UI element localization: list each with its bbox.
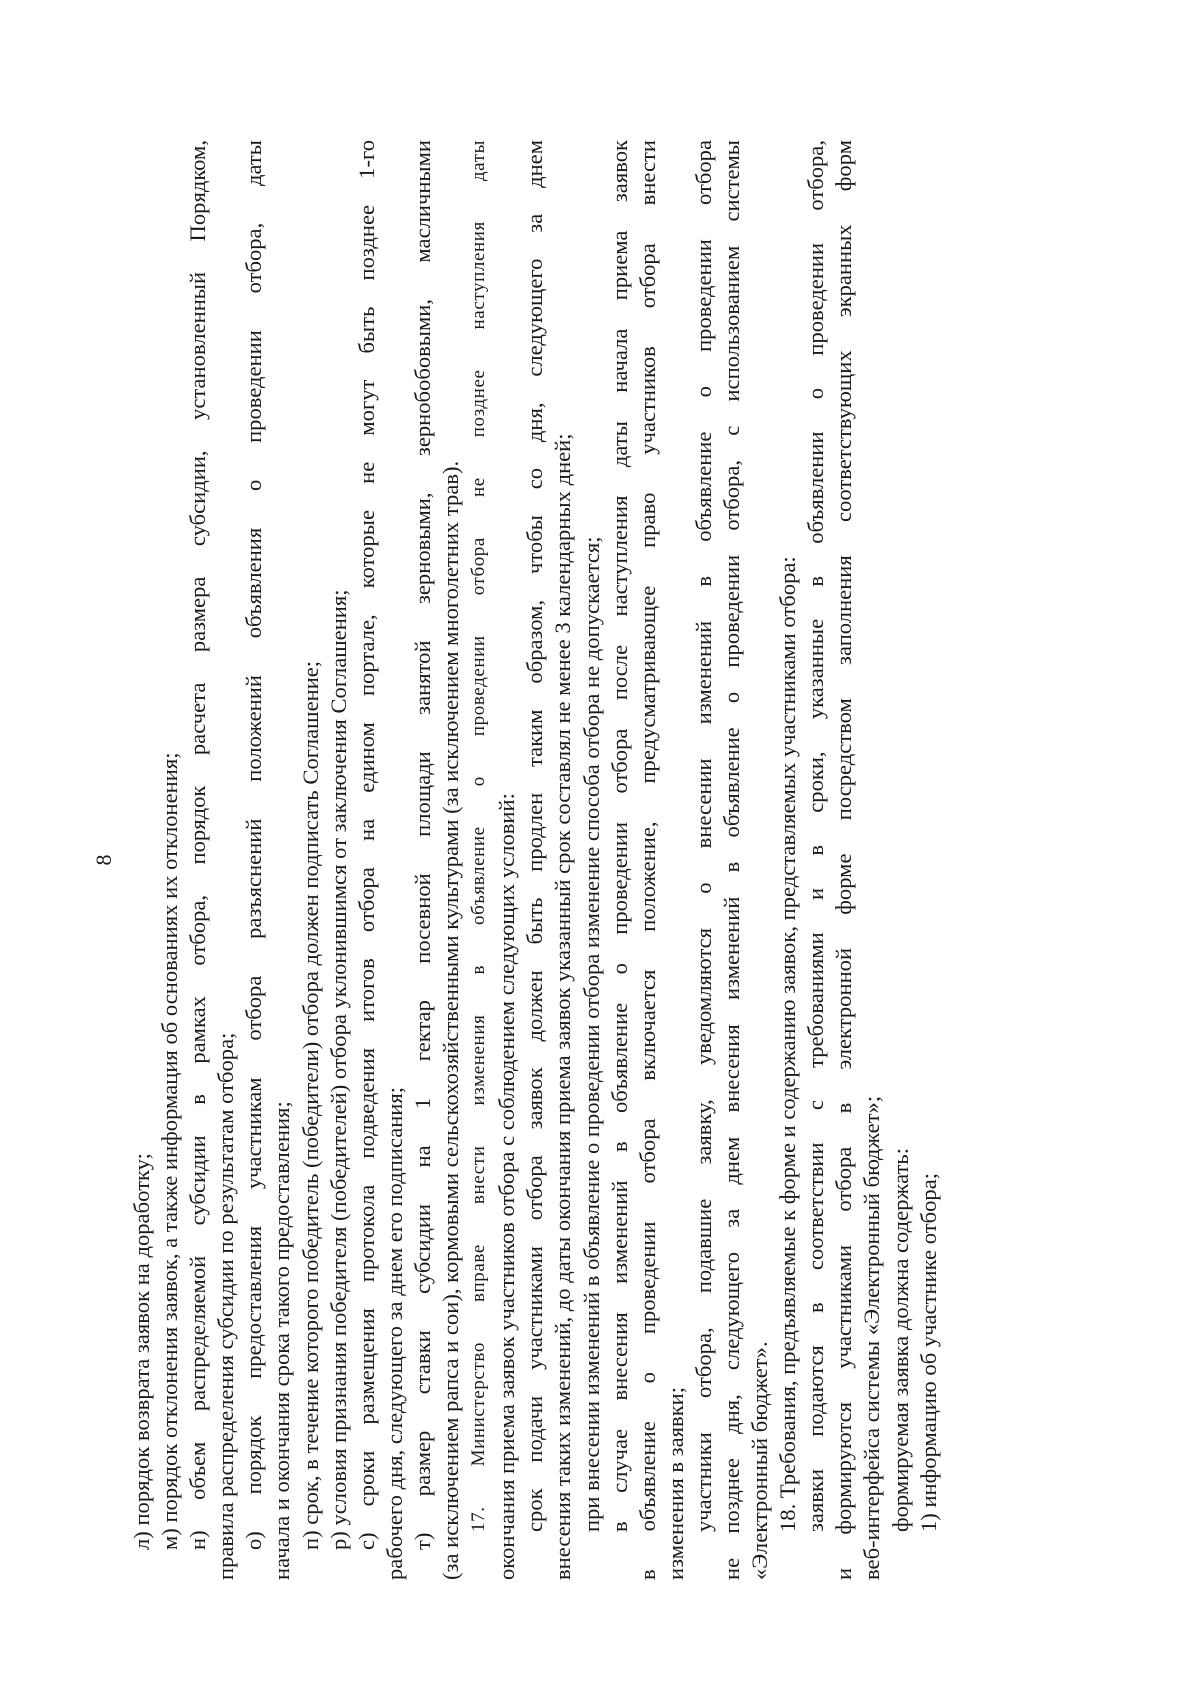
text-line: окончания приема заявок участников отбора с соблюдением следующих условий: — [494, 793, 520, 1580]
text-line: п) срок, в течение которого победитель (победители) отбора должен подписать Соглашение; — [297, 660, 323, 1550]
text-line: начала и окончания срока такого предоставления; — [269, 1101, 295, 1580]
page-number: 8 — [91, 854, 116, 866]
text-line: при внесении изменений в объявление о проведении отбора изменение способа отбора не допускается; — [578, 536, 604, 1532]
text-line: 18. Требования, предъявляемые к форме и содержанию заявок, представляемых участниками отбора: — [775, 556, 801, 1532]
text-line: рабочего дня, следующего за днем его подписания; — [381, 1086, 407, 1580]
text-line: о) порядок предоставления участникам отбора разъяснений положений объявления о проведении отбора, даты — [241, 140, 267, 1550]
text-line: 17. Министерство вправе внести изменения в объявление о проведении отбора не позднее наступления даты — [468, 140, 490, 1532]
rotated-document-content — [92, 140, 1102, 1580]
text-line: внесения таких изменений, до даты окончания приема заявок указанный срок составлял не менее 3 календарных дней; — [550, 433, 576, 1580]
text-line: в объявление о проведении отбора включается положение, предусматривающее право участников отбора внести — [634, 140, 660, 1580]
text-line: 1) информацию об участнике отбора; — [915, 1173, 941, 1532]
text-line: правила распределения субсидии по результатам отбора; — [213, 1032, 239, 1580]
text-line: р) условия признания победителя (победителей) отбора уклонившимся от заключения Соглашения; — [325, 589, 351, 1550]
text-line: изменения в заявки; — [662, 1386, 688, 1580]
text-line: не позднее дня, следующего за днем внесения изменений в объявление о проведении отбора, с использованием системы — [718, 140, 744, 1580]
text-line: н) объем распределяемой субсидии в рамках отбора, порядок расчета размера субсидии, установленный Порядком, — [185, 140, 211, 1550]
text-line: л) порядок возврата заявок на доработку; — [129, 1153, 154, 1550]
text-line: «Электронный бюджет». — [747, 1341, 773, 1580]
text-line: заявки подаются в соответствии с требованиями и в сроки, указанные в объявлении о проведении отбора, — [803, 140, 829, 1532]
document-body — [128, 140, 943, 1580]
text-line: и формируются участниками отбора в электронной форме посредством заполнения соответствующих экранных форм — [831, 140, 857, 1580]
text-line: веб-интерфейса системы «Электронный бюджет»; — [859, 1095, 885, 1580]
text-line: срок подачи участниками отбора заявок должен быть продлен таким образом, чтобы со дня, следующего за днем — [522, 140, 548, 1532]
text-line: (за исключением рапса и сои), кормовыми сельскохозяйственными культурами (за исключением многолетних трав). — [438, 460, 464, 1580]
text-line: с) сроки размещения протокола подведения итогов отбора на едином портале, которые не могут быть позднее 1-го — [353, 140, 379, 1550]
text-line: т) размер ставки субсидии на 1 гектар посевной площади занятой зерновыми, зернобобовыми, масличными — [409, 140, 435, 1550]
text-line: формируемая заявка должна содержать: — [887, 1148, 913, 1532]
text-line: в случае внесения изменений в объявление о проведении отбора после наступления даты начала приема заявок — [606, 140, 632, 1532]
text-line: участники отбора, подавшие заявку, уведомляются о внесении изменений в объявление о проведении отбора — [690, 140, 716, 1532]
text-line: м) порядок отклонения заявок, а также информация об основаниях их отклонения; — [157, 752, 183, 1550]
